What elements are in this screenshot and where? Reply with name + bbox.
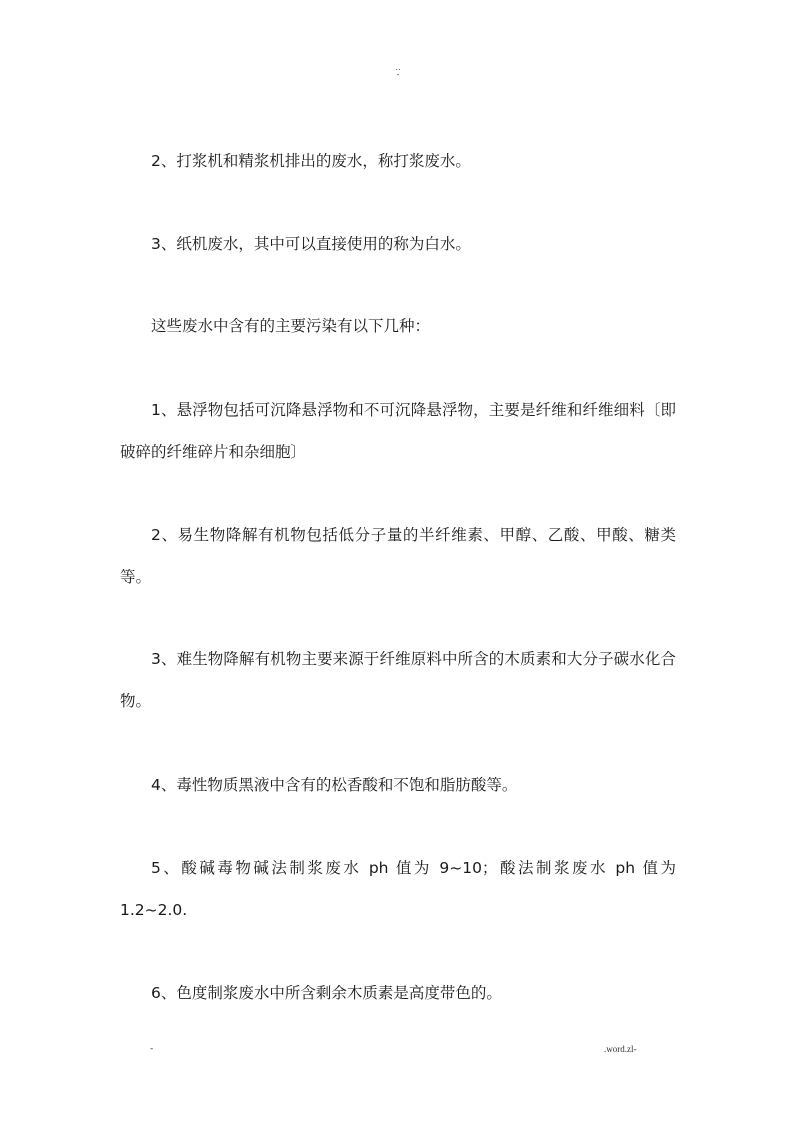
paragraph-2: 3、纸机废水，其中可以直接使用的称为白水。 <box>151 235 471 253</box>
paragraph-3: 这些废水中含有的主要污染有以下几种： <box>151 317 431 335</box>
paragraph-7: 4、毒性物质黑液中含有的松香酸和不饱和脂肪酸等。 <box>151 776 518 794</box>
header-mark: .. - <box>395 63 401 79</box>
paragraph-9: 6、色度制浆废水中所含剩余木质素是高度带色的。 <box>151 984 502 1002</box>
paragraph-4: 1、悬浮物包括可沉降悬浮物和不可沉降悬浮物，主要是纤维和纤维细料〔即破碎的纤维碎片和杂细胞〕 <box>120 401 676 461</box>
paragraph-5: 2、易生物降解有机物包括低分子量的半纤维素、甲醇、乙酸、甲酸、糖类等。 <box>120 526 676 586</box>
footer-left-mark: - <box>150 1044 154 1054</box>
paragraph-8: 5、酸碱毒物碱法制浆废水 ph 值为 9~10；酸法制浆废水 ph 值为 1.2~2.0. <box>120 859 676 919</box>
footer-right-mark: .word.zl- <box>604 1044 637 1054</box>
paragraph-6: 3、难生物降解有机物主要来源于纤维原料中所含的木质素和大分子碳水化合物。 <box>120 650 676 710</box>
paragraph-1: 2、打浆机和精浆机排出的废水，称打浆废水。 <box>151 152 471 170</box>
